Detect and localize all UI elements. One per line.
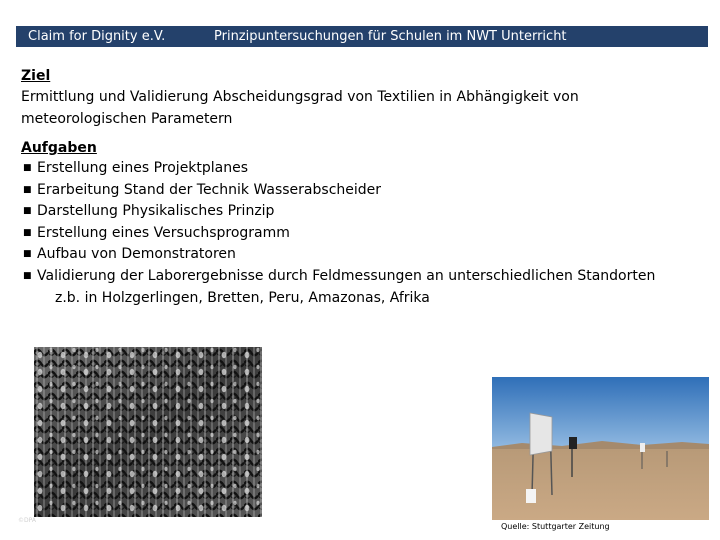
task-item <box>21 180 711 202</box>
task-item <box>21 266 711 309</box>
slide-title: Prinzipuntersuchungen für Schulen im NWT Unterricht <box>214 29 567 44</box>
task-text: Erarbeitung Stand der Technik Wasserabscheider <box>37 181 382 198</box>
goal-heading: Ziel <box>21 68 51 84</box>
task-text: Aufbau von Demonstratoren <box>37 246 236 263</box>
task-item <box>21 223 711 245</box>
bullet-icon: ■ <box>23 163 32 173</box>
task-text: Erstellung eines Projektplanes <box>37 160 249 176</box>
task-item <box>21 201 711 223</box>
task-text: Darstellung Physikalisches Prinzip <box>37 203 275 220</box>
bullet-icon: ■ <box>23 184 32 195</box>
bullet-icon: ■ <box>23 270 32 281</box>
fog-net-photo <box>34 347 262 517</box>
goal-text-line-2: meteorologischen Parametern <box>21 111 233 127</box>
fog-net-mesh-image <box>34 347 262 517</box>
task-text: Validierung der Laborergebnisse durch Feldmessungen an unterschiedlichen Standorten <box>37 267 656 284</box>
task-item <box>21 158 711 180</box>
tasks-list <box>21 158 711 309</box>
goal-text-line-1: Ermittlung und Validierung Abscheidungsgrad von Textilien in Abhängigkeit von <box>21 89 579 105</box>
slide-content <box>21 66 711 309</box>
header-bar <box>16 26 708 47</box>
photo-caption: Quelle: Stuttgarter Zeitung <box>501 522 610 531</box>
tasks-heading: Aufgaben <box>21 140 97 156</box>
task-sub-line: z.b. in Holzgerlingen, Bretten, Peru, Amazonas, Afrika <box>55 289 430 306</box>
bullet-icon: ■ <box>23 206 32 217</box>
bullet-icon: ■ <box>23 227 32 238</box>
photo-watermark: ©DPA <box>18 517 36 524</box>
bullet-icon: ■ <box>23 249 32 260</box>
org-name: Claim for Dignity e.V. <box>28 29 166 44</box>
task-item <box>21 244 711 266</box>
desert-fog-collector-image <box>492 377 709 520</box>
desert-photo <box>492 377 709 520</box>
task-text: Erstellung eines Versuchsprogramm <box>37 224 290 241</box>
